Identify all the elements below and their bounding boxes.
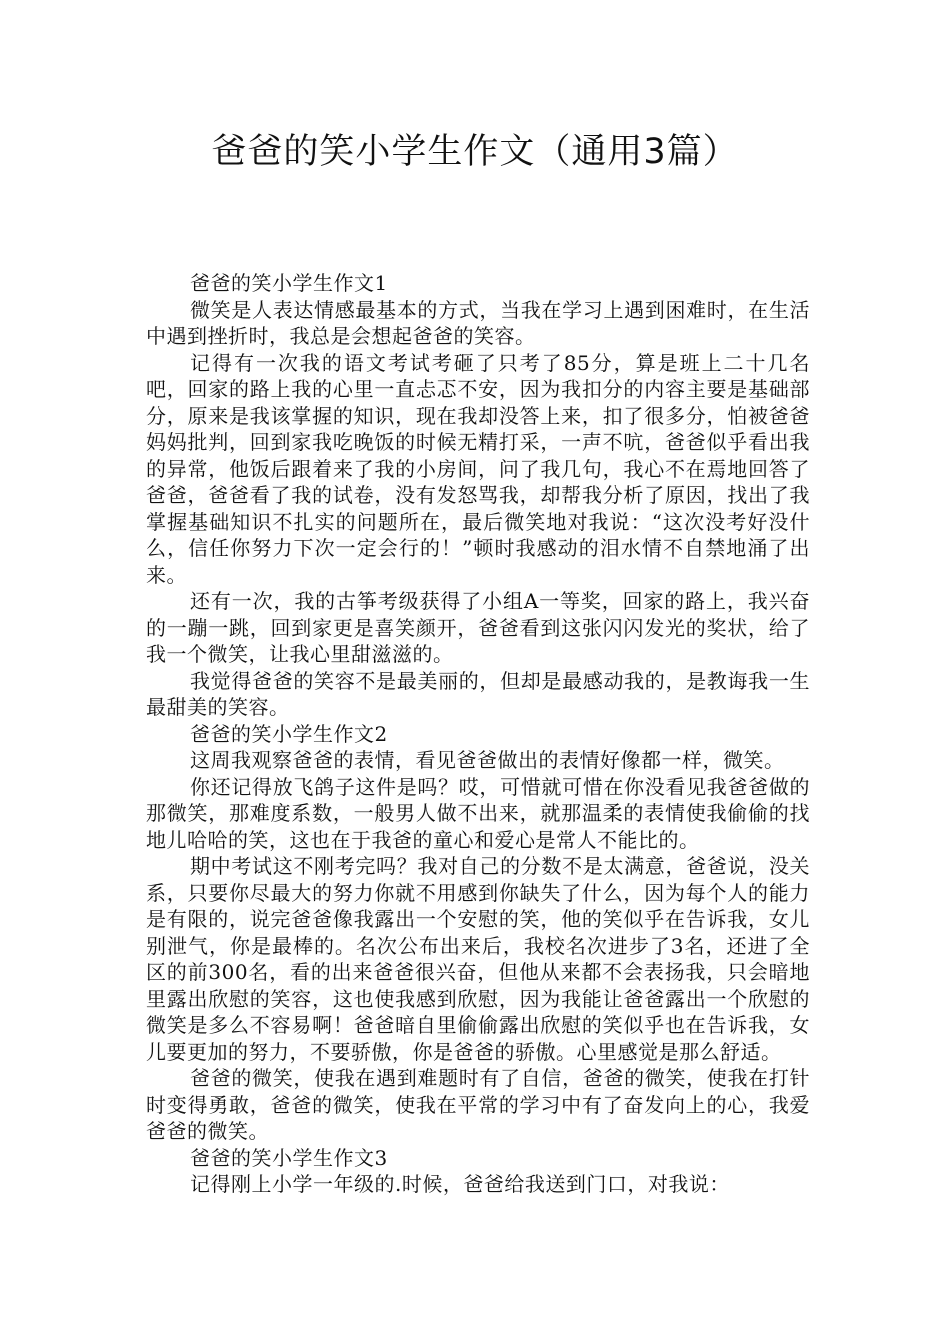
essay-2-paragraph-4: 爸爸的微笑，使我在遇到难题时有了自信，爸爸的微笑，使我在打针时变得勇敢，爸爸的微笑，使我在平常的学习中有了奋发向上的心，我爱爸爸的微笑。	[146, 1066, 810, 1143]
document-title: 爸爸的笑小学生作文（通用3篇）	[211, 132, 739, 172]
essay-3-heading: 爸爸的笑小学生作文3	[190, 1145, 388, 1170]
essay-3-paragraph-1: 记得刚上小学一年级的.时候，爸爸给我送到门口，对我说：	[190, 1172, 730, 1196]
essay-1-paragraph-4: 我觉得爸爸的笑容不是最美丽的，但却是最感动我的，是教诲我一生最甜美的笑容。	[146, 668, 810, 719]
essay-2-paragraph-3: 期中考试这不刚考完吗？我对自己的分数不是太满意，爸爸说，没关系，只要你尽最大的努力你就不用感到你缺失了什么，因为每个人的能力是有限的，说完爸爸像我露出一个安慰的笑，他的笑似乎在告诉我，女儿别泄气，你是最棒的。名次公布出来后，我校名次进步了3名，还进了全区的前300名，看的出来爸爸很兴奋，但他从来都不会表扬我，只会暗地里露出欣慰的笑容，这也使我感到欣慰，因为我能让爸爸露出一个欣慰的微笑是多么不容易啊！爸爸暗自里偷偷露出欣慰的笑似乎也在告诉我，女儿要更加的努力，不要骄傲，你是爸爸的骄傲。心里感觉是那么舒适。	[146, 854, 810, 1064]
essay-2-paragraph-1: 这周我观察爸爸的表情，看见爸爸做出的表情好像都一样，微笑。	[190, 748, 785, 772]
essay-1-heading: 爸爸的笑小学生作文1	[190, 271, 388, 295]
essay-1-paragraph-3: 还有一次，我的古筝考级获得了小组A一等奖，回家的路上，我兴奋的一蹦一跳，回到家更是喜笑颜开，爸爸看到这张闪闪发光的奖状，给了我一个微笑，让我心里甜滋滋的。	[146, 589, 810, 666]
essay-2-paragraph-2: 你还记得放飞鸽子这件是吗？哎，可惜就可惜在你没看见我爸爸做的那微笑，那难度系数，一般男人做不出来，就那温柔的表情使我偷偷的找地儿哈哈的笑，这也在于我爸的童心和爱心是常人不能比的。	[146, 774, 810, 852]
essay-1-paragraph-1: 微笑是人表达情感最基本的方式，当我在学习上遇到困难时，在生活中遇到挫折时，我总是会想起爸爸的笑容。	[146, 297, 810, 348]
document-body	[146, 270, 810, 1198]
essay-1-paragraph-2: 记得有一次我的语文考试考砸了只考了85分，算是班上二十几名吧，回家的路上我的心里一直忐忑不安，因为我扣分的内容主要是基础部分，原来是我该掌握的知识，现在我却没答上来，扣了很多分，怕被爸爸妈妈批判，回到家我吃晚饭的时候无精打采，一声不吭，爸爸似乎看出我的异常，他饭后跟着来了我的小房间，问了我几句，我心不在焉地回答了爸爸，爸爸看了我的试卷，没有发怒骂我，却帮我分析了原因，找出了我掌握基础知识不扎实的问题所在，最后微笑地对我说：“这次没考好没什么，信任你努力下次一定会行的！”顿时我感动的泪水情不自禁地涌了出来。	[146, 350, 810, 587]
essay-2-heading: 爸爸的笑小学生作文2	[190, 721, 388, 746]
